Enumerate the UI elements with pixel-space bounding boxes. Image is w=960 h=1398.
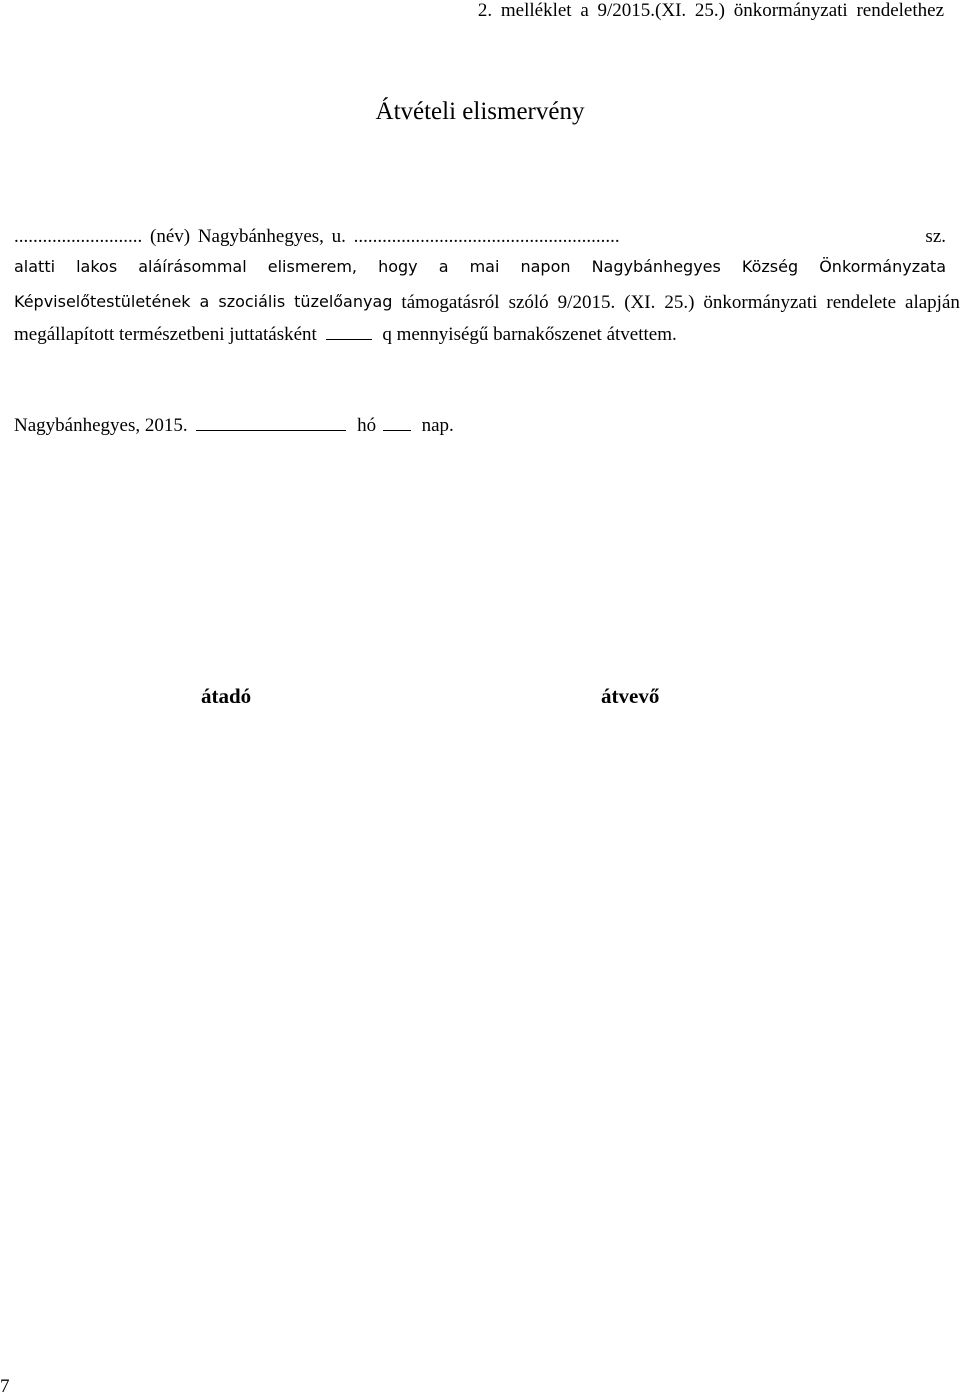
word: a: [438, 257, 449, 276]
day-blank: [383, 429, 411, 431]
word: lakos: [76, 257, 118, 276]
word: napon: [520, 257, 571, 276]
word: önkormányzati: [703, 292, 818, 313]
word: Képviselőtestületének: [14, 292, 191, 311]
word: 25.): [664, 292, 695, 313]
word: hogy: [378, 257, 418, 276]
word: elismerem,: [267, 257, 357, 276]
word: támogatásról: [401, 292, 500, 313]
annex-note: 2. melléklet a 9/2015.(XI. 25.) önkormányzati rendelethez: [477, 0, 944, 21]
word: Önkormányzata: [819, 257, 946, 276]
word: tüzelőanyag: [294, 292, 393, 311]
word: rendelete: [826, 292, 897, 313]
handover-signature-label: átadó: [201, 684, 252, 708]
month-label: hó: [357, 415, 377, 436]
month-blank: [196, 429, 346, 431]
body-line-4: [14, 324, 677, 346]
body-line-3: [14, 292, 960, 314]
coal-received-text: q mennyiségű barnakőszenet átvettem.: [382, 324, 677, 345]
name-address-line: ........................... (név) Nagybánhegyes, u. ........................................................: [14, 226, 620, 247]
word: alapján: [905, 292, 960, 313]
word: (XI.: [624, 292, 656, 313]
word: Nagybánhegyes: [591, 257, 721, 276]
house-number-label: sz.: [925, 226, 946, 247]
word: a: [199, 292, 210, 311]
word: mai: [469, 257, 500, 276]
receiver-signature-label: átvevő: [601, 684, 660, 708]
place-date-line: [14, 415, 454, 437]
word: Község: [741, 257, 799, 276]
word: alatti: [14, 257, 56, 276]
word: 9/2015.: [557, 292, 616, 313]
word: szociális: [218, 292, 286, 311]
place-year: Nagybánhegyes, 2015.: [14, 415, 188, 436]
allowance-text: megállapított természetbeni juttatásként: [14, 324, 317, 345]
word: szóló: [508, 292, 549, 313]
page-number: 7: [0, 1376, 10, 1397]
body-line-1: [14, 226, 946, 248]
word: aláírásommal: [138, 257, 247, 276]
body-line-2: [14, 257, 946, 276]
document-title: Átvételi elismervény: [375, 98, 585, 125]
day-label: nap.: [421, 415, 454, 436]
quantity-blank: [326, 338, 372, 340]
